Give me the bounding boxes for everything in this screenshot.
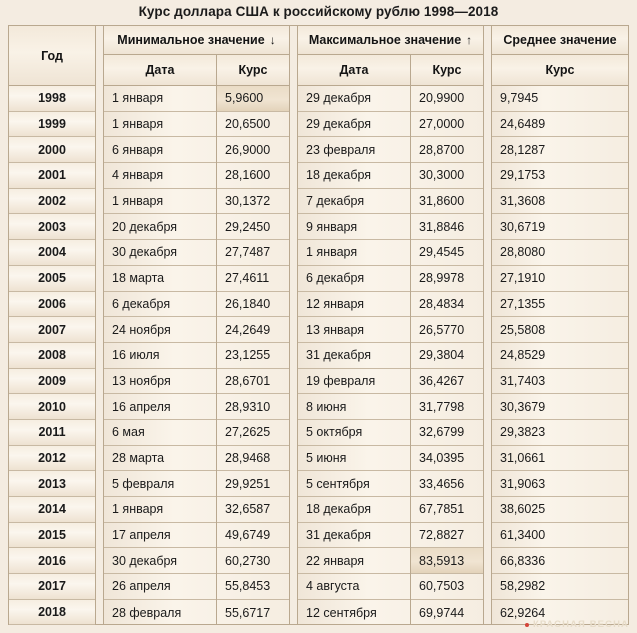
table-cell: 16 июля <box>104 343 216 369</box>
table-cell: 2003 <box>9 214 95 240</box>
table-cell: 5 июня <box>298 446 410 472</box>
maximum-body <box>298 86 483 624</box>
table-cell: 23 февраля <box>298 137 410 163</box>
table-cell: 2014 <box>9 497 95 523</box>
table-cell: 24,2649 <box>217 317 289 343</box>
table-cell: 60,2730 <box>217 548 289 574</box>
header-maximum-date: Дата <box>298 55 411 86</box>
table-cell: 27,0000 <box>411 112 483 138</box>
table-cell: 2016 <box>9 548 95 574</box>
column-group-average <box>491 26 629 624</box>
table-cell: 28 февраля <box>112 605 182 620</box>
table-cell: 20 декабря <box>104 214 216 240</box>
table-cell: 28,4834 <box>411 292 483 318</box>
exchange-rate-table <box>8 25 629 625</box>
table-cell: 13 ноября <box>104 369 216 395</box>
table-cell: 2000 <box>9 137 95 163</box>
table-cell: 18 марта <box>104 266 216 292</box>
column-group-year <box>8 26 96 624</box>
group-separator-1 <box>96 26 103 624</box>
table-cell: 26,9000 <box>217 137 289 163</box>
table-cell: 29,3804 <box>411 343 483 369</box>
table-cell: 28,1287 <box>492 137 628 163</box>
table-cell: 58,2982 <box>492 574 628 600</box>
table-cell: 32,6799 <box>411 420 483 446</box>
table-cell: 72,8827 <box>411 523 483 549</box>
table-cell: 6 мая <box>104 420 216 446</box>
table-cell: 29 декабря <box>298 112 410 138</box>
table-cell: 67,7851 <box>411 497 483 523</box>
table-cell: 2007 <box>9 317 95 343</box>
table-cell: 31,7798 <box>411 394 483 420</box>
table-cell: 2017 <box>9 574 95 600</box>
table-cell: 5 февраля <box>104 471 216 497</box>
table-cell: 22 января <box>298 548 410 574</box>
table-cell: 24,8529 <box>492 343 628 369</box>
table-cell: 28,8700 <box>411 137 483 163</box>
table-cell: 30,3000 <box>411 163 483 189</box>
table-cell: 23,1255 <box>217 343 289 369</box>
table-cell: 31 декабря <box>298 523 410 549</box>
header-minimum-value <box>104 26 289 55</box>
header-minimum-rate: Курс <box>217 55 289 86</box>
average-rate-cells <box>492 86 628 624</box>
table-cell: 5 сентября <box>298 471 410 497</box>
sort-down-icon: ↓ <box>269 33 276 47</box>
table-cell: 2005 <box>9 266 95 292</box>
table-cell: 26,1840 <box>217 292 289 318</box>
table-cell: 31,3608 <box>492 189 628 215</box>
table-cell: 2015 <box>9 523 95 549</box>
table-cell: 28,8080 <box>492 240 628 266</box>
table-cell: 27,2625 <box>217 420 289 446</box>
table-cell: 1998 <box>9 86 95 112</box>
table-cell: 2004 <box>9 240 95 266</box>
table-cell: 24 ноября <box>104 317 216 343</box>
table-cell: 29,3823 <box>492 420 628 446</box>
table-cell: 20,9900 <box>411 86 483 112</box>
table-cell: 16 апреля <box>104 394 216 420</box>
table-cell: 1 января <box>298 240 410 266</box>
table-cell: 29,2450 <box>217 214 289 240</box>
table-cell: 30 декабря <box>104 240 216 266</box>
year-cells <box>9 86 95 624</box>
table-cell: 31,8600 <box>411 189 483 215</box>
table-cell: 9,7945 <box>492 86 628 112</box>
table-cell: 6 января <box>104 137 216 163</box>
table-cell: 2008 <box>9 343 95 369</box>
table-cell: 19 февраля <box>298 369 410 395</box>
table-cell: 2006 <box>9 292 95 318</box>
table-cell: 2012 <box>9 446 95 472</box>
header-year: Год <box>9 26 95 86</box>
table-cell: 12 сентября <box>306 605 377 620</box>
table-cell: 12 января <box>298 292 410 318</box>
column-group-minimum <box>103 26 290 624</box>
table-cell: 28,9310 <box>217 394 289 420</box>
table-cell: 49,6749 <box>217 523 289 549</box>
table-cell: 7 декабря <box>298 189 410 215</box>
header-minimum-label: Минимальное значение <box>117 33 265 47</box>
table-cell: 4 января <box>104 163 216 189</box>
table-cell: 30,6719 <box>492 214 628 240</box>
watermark-text: КРАСНАЯ ВЕСНА <box>532 619 629 630</box>
table-cell: 8 июня <box>298 394 410 420</box>
table-cell: 25,5808 <box>492 317 628 343</box>
table-cell: 2002 <box>9 189 95 215</box>
table-cell: 1 января <box>104 189 216 215</box>
table-cell: 28,9468 <box>217 446 289 472</box>
table-cell: 2013 <box>9 471 95 497</box>
table-cell: 29,1753 <box>492 163 628 189</box>
header-minimum-date: Дата <box>104 55 217 86</box>
table-cell: 6 декабря <box>104 292 216 318</box>
group-separator-3 <box>484 26 491 624</box>
page-title: Курс доллара США к российскому рублю 1998—2018 <box>138 4 499 19</box>
table-cell: 31,0661 <box>492 446 628 472</box>
table-cell: 1999 <box>9 112 95 138</box>
year-body <box>9 86 95 624</box>
table-cell: 28 марта <box>104 446 216 472</box>
table-cell: 27,1355 <box>492 292 628 318</box>
table-cell: 60,7503 <box>411 574 483 600</box>
table-cell: 83,5913 <box>411 548 483 574</box>
table-cell: 1 января <box>104 86 216 112</box>
minimum-body <box>104 86 289 624</box>
maximum-date-cells <box>298 86 411 624</box>
table-cell: 1 января <box>104 112 216 138</box>
table-cell: 61,3400 <box>492 523 628 549</box>
table-cell: 31,7403 <box>492 369 628 395</box>
table-cell: 38,6025 <box>492 497 628 523</box>
table-cell: 31,9063 <box>492 471 628 497</box>
table-cell: 28,9978 <box>411 266 483 292</box>
table-cell: 2009 <box>9 369 95 395</box>
table-cell: 1 января <box>104 497 216 523</box>
header-maximum-rate: Курс <box>411 55 483 86</box>
table-cell: 2011 <box>9 420 95 446</box>
table-cell: 66,8336 <box>492 548 628 574</box>
table-cell: 29,9251 <box>217 471 289 497</box>
table-cell: 30,1372 <box>217 189 289 215</box>
table-cell: 18 декабря <box>298 163 410 189</box>
table-cell: 2010 <box>9 394 95 420</box>
table-cell: 30 декабря <box>104 548 216 574</box>
table-cell: 27,1910 <box>492 266 628 292</box>
maximum-rate-cells <box>411 86 483 624</box>
table-cell: 26,5770 <box>411 317 483 343</box>
table-cell: 28,1600 <box>217 163 289 189</box>
table-cell: 27,4611 <box>217 266 289 292</box>
table-cell: 24,6489 <box>492 112 628 138</box>
table-cell: 55,8453 <box>217 574 289 600</box>
header-average-value: Среднее значение <box>492 26 628 55</box>
table-cell: 2018 <box>9 600 95 626</box>
table-cell: 26 апреля <box>104 574 216 600</box>
table-cell: 69,9744 <box>419 605 465 620</box>
table-cell: 27,7487 <box>217 240 289 266</box>
table-cell: 17 апреля <box>104 523 216 549</box>
table-cell: 31,8846 <box>411 214 483 240</box>
table-cell: 5 октября <box>298 420 410 446</box>
header-maximum-label: Максимальное значение <box>308 33 462 47</box>
table-cell: 29 декабря <box>298 86 410 112</box>
table-cell: 34,0395 <box>411 446 483 472</box>
header-maximum-value <box>298 26 483 55</box>
table-cell: 6 декабря <box>298 266 410 292</box>
table-cell: 18 декабря <box>298 497 410 523</box>
table-cell: 62,9264 <box>500 605 546 620</box>
table-cell: 33,4656 <box>411 471 483 497</box>
table-cell: 29,4545 <box>411 240 483 266</box>
sort-up-icon: ↑ <box>466 33 473 47</box>
group-separator-2 <box>290 26 297 624</box>
minimum-rate-cells <box>217 86 289 624</box>
average-body <box>492 86 628 624</box>
column-group-maximum <box>297 26 484 624</box>
table-cell: 2001 <box>9 163 95 189</box>
table-cell: 36,4267 <box>411 369 483 395</box>
table-cell: 9 января <box>298 214 410 240</box>
table-cell: 30,3679 <box>492 394 628 420</box>
table-cell: 55,6717 <box>225 605 271 620</box>
table-cell: 28,6701 <box>217 369 289 395</box>
header-average-rate: Курс <box>492 55 628 86</box>
minimum-date-cells <box>104 86 217 624</box>
table-cell: 32,6587 <box>217 497 289 523</box>
table-cell: 13 января <box>298 317 410 343</box>
table-cell: 4 августа <box>298 574 410 600</box>
table-cell: 5,9600 <box>217 86 289 112</box>
table-cell: 20,6500 <box>217 112 289 138</box>
table-cell: 31 декабря <box>298 343 410 369</box>
